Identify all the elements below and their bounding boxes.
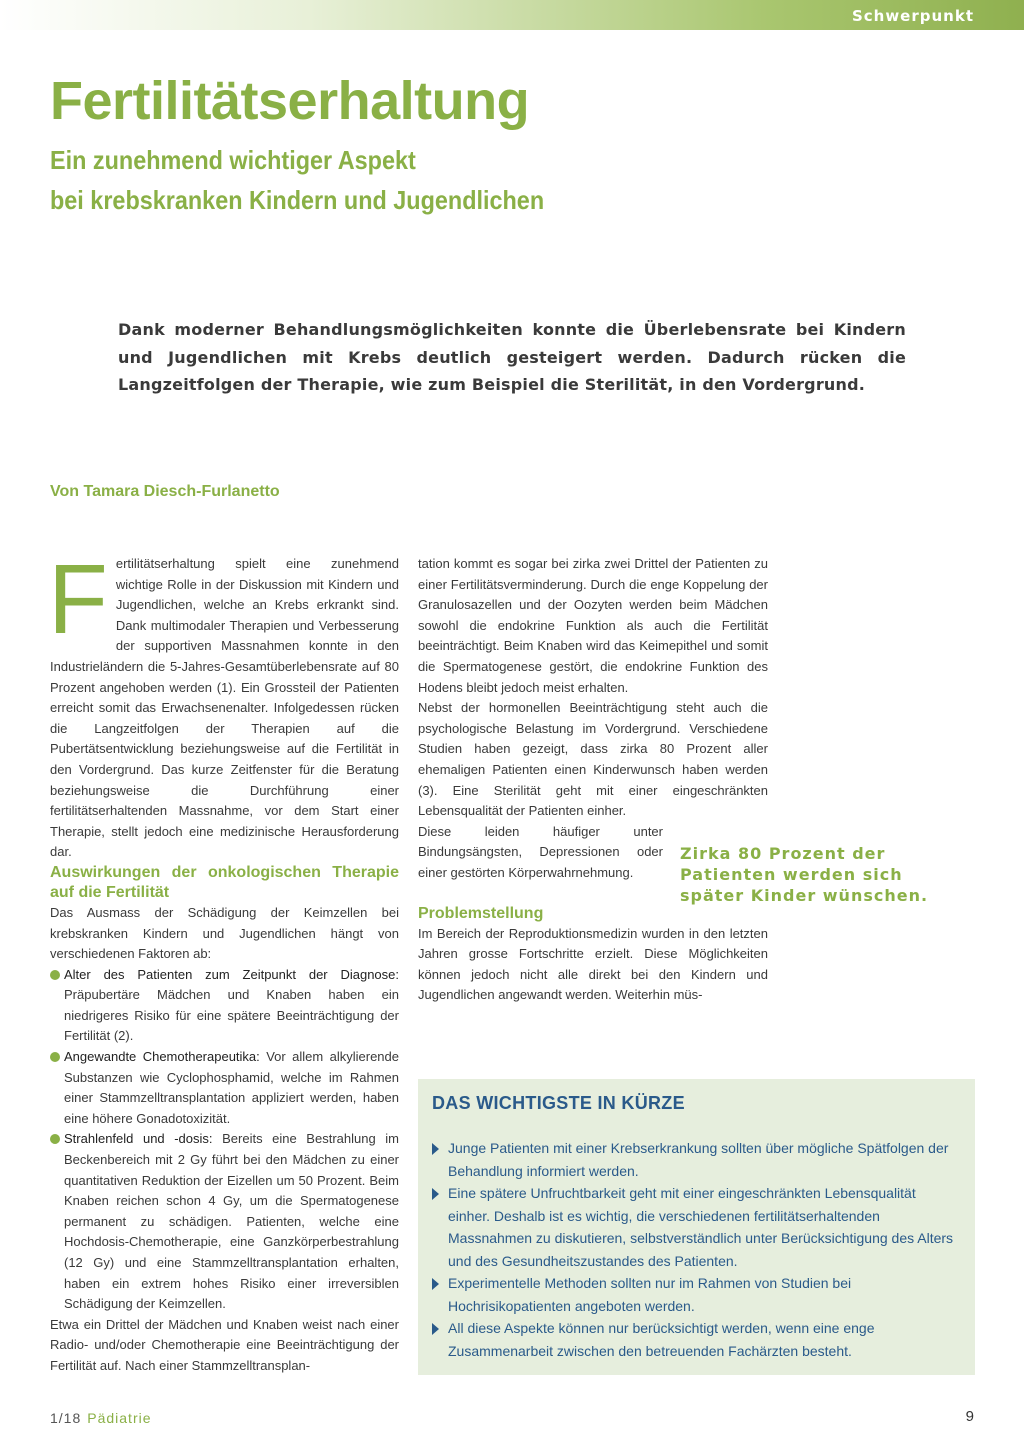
subhead-auswirkungen: Auswirkungen der onkologischen Therapie auf die Fertilität: [50, 863, 399, 901]
triangle-bullet-icon: [432, 1188, 439, 1200]
paragraph: tation kommt es sogar bei zirka zwei Drittel der Patienten zu einer Fertilitätsverminderung. Durch die enge Koppelung der Granulosazellen und der Oozyten werden beim Mädchen sowohl die endokrine Funktion als auch die Fertilität beeinträchtigt. Beim Knaben wird das Keimepithel und somit die Spermatogenese gestört, die endokrine Funktion des Hodens bleibt jedoch meist erhalten.: [418, 556, 768, 695]
subtitle-line-2: bei krebskranken Kindern und Jugendlichen: [50, 185, 545, 215]
article-title: Fertilitätserhaltung: [50, 71, 530, 131]
summary-item: [432, 1272, 960, 1317]
dropcap: F: [48, 544, 108, 654]
triangle-bullet-icon: [432, 1143, 439, 1155]
triangle-bullet-icon: [432, 1323, 439, 1335]
footer-issue: [50, 1410, 152, 1426]
summary-item: [432, 1182, 960, 1272]
article-subtitle: [50, 140, 544, 220]
bullet-item: [50, 1129, 399, 1314]
triangle-bullet-icon: [432, 1278, 439, 1290]
paragraph: Etwa ein Drittel der Mädchen und Knaben weist nach einer Radio- und/oder Chemotherapie eine Beeinträchtigung der Fertilität auf. Nach einer Stammzelltransplan-: [50, 1316, 399, 1373]
paragraph: Das Ausmass der Schädigung der Keimzellen bei krebskranken Kindern und Jugendlichen hängt von verschiedenen Faktoren ab:: [50, 904, 399, 962]
subtitle-line-1: Ein zunehmend wichtiger Aspekt: [50, 145, 416, 175]
summary-list: [432, 1137, 960, 1362]
pull-quote: [680, 843, 928, 906]
subhead-problemstellung: Problemstellung: [418, 904, 544, 922]
bullet-item: [50, 965, 399, 1047]
bullet-text: Präpubertäre Mädchen und Knaben haben ein niedrigeres Risiko für eine spätere Beeinträchtigung der Fertilität (2).: [64, 987, 399, 1044]
text-column-1: [48, 544, 399, 1377]
pull-quote-line-2: Patienten werden sich: [680, 865, 903, 884]
summary-item: [432, 1137, 960, 1182]
bullet-text: Vor allem alkylierende Substanzen wie Cyclophosphamid, welche im Rahmen einer Stammzelltransplantation appliziert werden, haben eine höhere Gonadotoxizität.: [64, 1049, 399, 1126]
page-number: 9: [965, 1408, 974, 1425]
intro-paragraph: [48, 544, 399, 863]
paragraph: Nebst der hormonellen Beeinträchtigung steht auch die psychologische Belastung im Vordergrund. Verschiedene Studien haben gezeigt, dass zirka 80 Prozent aller ehemaligen Patienten einen Kinderwunsch haben werden (3). Eine Sterilität geht mit einer eingeschränkten Lebensqualität der Patienten einher.: [418, 700, 768, 819]
summary-item-text: Junge Patienten mit einer Krebserkrankung sollten über mögliche Spätfolgen der Behandlung informiert werden.: [448, 1140, 949, 1179]
summary-box: [418, 1079, 975, 1375]
paragraph: Im Bereich der Reproduktionsmedizin wurden in den letzten Jahren grosse Fortschritte erzielt. Diese Möglichkeiten können jedoch nicht alle direkt bei den Kindern und Jugendlichen angewandt werden. Weiterhin müs-: [418, 925, 768, 1003]
text-column-2: [418, 554, 768, 1006]
bullet-lead: Alter des Patienten zum Zeitpunkt der Diagnose:: [64, 966, 399, 982]
bullet-lead: Strahlenfeld und -dosis:: [64, 1131, 213, 1147]
summary-title: DAS WICHTIGSTE IN KÜRZE: [432, 1093, 685, 1113]
summary-item-text: Eine spätere Unfruchtbarkeit geht mit einer eingeschränkten Lebensqualität einher. Deshalb ist es wichtig, die verschiedenen fertilitätserhaltenden Massnahmen zu diskutieren, selbstverständlich unter Berücksichtigung des Alters und des Gesundheitszustandes des Patienten.: [448, 1185, 954, 1269]
bullet-text: Bereits eine Bestrahlung im Beckenbereich mit 2 Gy führt bei den Mädchen zu einer quantitativen Reduktion der Eizellen um 50 Prozent. Beim Knaben reichen schon 4 Gy, um die Spermatogenese permanent zu schädigen. Patienten, welche eine Hochdosis-Chemotherapie, eine Ganzkörperbestrahlung (12 Gy) und eine Stammzelltransplantation erhalten, haben ein extrem hohes Risiko einer irreversiblen Schädigung der Keimzellen.: [64, 1131, 399, 1312]
journal-name: Pädiatrie: [87, 1410, 152, 1426]
pull-quote-line-1: Zirka 80 Prozent der: [680, 844, 886, 863]
summary-item-text: Experimentelle Methoden sollten nur im Rahmen von Studien bei Hochrisikopatienten angeboten werden.: [448, 1275, 852, 1314]
section-tag: Schwerpunkt: [851, 7, 974, 25]
pull-quote-line-3: später Kinder wünschen.: [680, 886, 929, 905]
section-header-bar: [0, 0, 1024, 30]
article-author: Von Tamara Diesch-Furlanetto: [50, 483, 280, 500]
summary-item-text: All diese Aspekte können nur berücksichtigt werden, wenn eine enge Zusammenarbeit zwischen den betreuenden Fachärzten besteht.: [448, 1320, 875, 1359]
issue-number: 1/18: [50, 1410, 82, 1426]
article-lead: Dank moderner Behandlungsmöglichkeiten konnte die Überlebensrate bei Kindern und Jugendlichen mit Krebs deutlich gesteigert werden. Dadurch rücken die Langzeitfolgen der Therapie, wie zum Beispiel die Sterilität, in den Vordergrund.: [118, 320, 906, 394]
bullet-item: [50, 1047, 399, 1129]
paragraph: Diese leiden häufiger unter Bindungsängsten, Depressionen oder einer gestörten Körperwahrnehmung.: [418, 823, 663, 880]
summary-item: [432, 1317, 960, 1362]
bullet-lead: Angewandte Chemotherapeutika:: [64, 1049, 260, 1065]
intro-text: ertilitätserhaltung spielt eine zunehmend wichtige Rolle in der Diskussion mit Kindern und Jugendlichen, welche an Krebs erkrankt sind. Dank multimodaler Therapien und Verbesserung der supportiven Massnahmen konnte in den Industrieländern die 5-Jahres-Gesamtüberlebensrate auf 80 Prozent angehoben werden (1). Ein Grossteil der Patienten erreicht somit das Erwachsenenalter. Infolgedessen rücken die Langzeitfolgen der Therapien auf die Pubertätsentwicklung beziehungsweise auf die Fertilität in den Vordergrund. Das kurze Zeitfenster für die Beratung beziehungsweise die Durchführung einer fertilitätserhaltenden Massnahme, vor dem Start einer Therapie, stellt jedoch eine medizinische Herausforderung dar.: [50, 556, 399, 860]
